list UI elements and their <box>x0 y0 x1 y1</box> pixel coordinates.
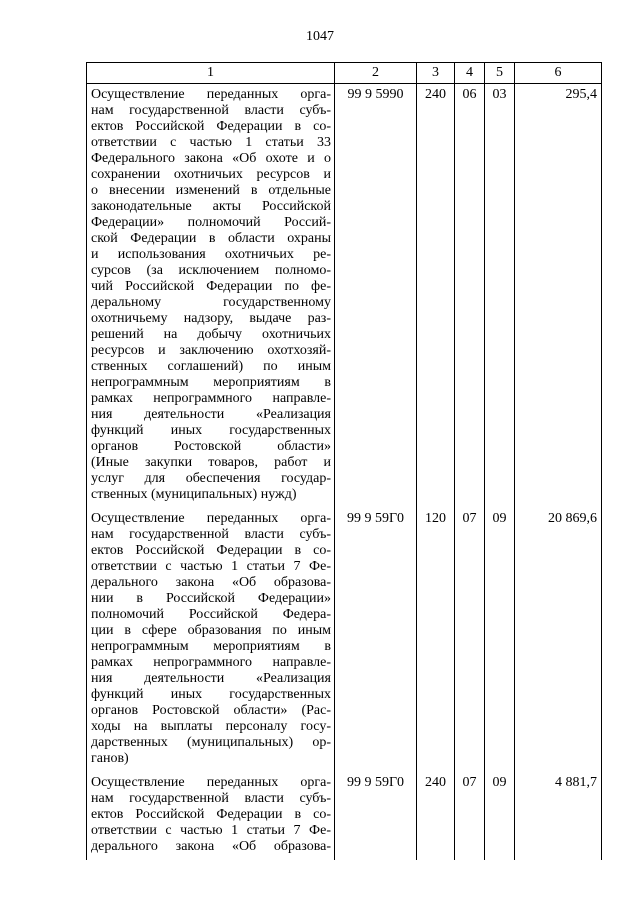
budget-table <box>86 62 602 860</box>
description-line: дерального закона «Об образова- <box>91 839 331 854</box>
description-line: деральному государственному <box>91 295 331 310</box>
description-line: ходы на выплаты персоналу госу- <box>91 719 331 734</box>
description-line: ектов Российской Федерации в со- <box>91 119 331 134</box>
column-header-6: 6 <box>515 63 602 84</box>
column-header-3: 3 <box>417 63 455 84</box>
description-line: нам государственной власти субъ- <box>91 791 331 806</box>
description-line: непрограммным мероприятиям в <box>91 375 331 390</box>
description-line: и использования охотничьих ре- <box>91 247 331 262</box>
row-col-3: 240 <box>417 772 455 860</box>
description-line: ектов Российской Федерации в со- <box>91 543 331 558</box>
row-col-3: 240 <box>417 84 455 509</box>
description-line: ции в сфере образования по иным <box>91 623 331 638</box>
row-amount: 4 881,7 <box>515 772 602 860</box>
column-header-2: 2 <box>335 63 417 84</box>
row-description <box>87 84 335 509</box>
description-line: услуг для обеспечения государ- <box>91 471 331 486</box>
description-line: ресурсов и заключению охотхозяй- <box>91 343 331 358</box>
description-line: функций иных государственных <box>91 687 331 702</box>
description-line: дерального закона «Об образова- <box>91 575 331 590</box>
description-line: Осуществление переданных орга- <box>91 775 331 790</box>
row-amount: 295,4 <box>515 84 602 509</box>
table-row <box>87 772 602 860</box>
table-row <box>87 508 602 772</box>
description-line: ния деятельности «Реализация <box>91 671 331 686</box>
description-line: сурсов (за исключением полномо- <box>91 263 331 278</box>
description-line: нии в Российской Федерации» <box>91 591 331 606</box>
description-line: Федерации» полномочий Россий- <box>91 215 331 230</box>
description-line: законодательные акты Российской <box>91 199 331 214</box>
row-code: 99 9 5990 <box>335 84 417 509</box>
description-line: о внесении изменений в отдельные <box>91 183 331 198</box>
description-line: сохранении охотничьих ресурсов и <box>91 167 331 182</box>
description-line: ганов) <box>91 751 129 766</box>
row-col-4: 07 <box>455 772 485 860</box>
description-line: Федерального закона «Об охоте и о <box>91 151 331 166</box>
table-header-row <box>87 63 602 84</box>
description-line: непрограммным мероприятиям в <box>91 639 331 654</box>
description-line: дарственных (муниципальных) ор- <box>91 735 331 750</box>
row-description <box>87 772 335 860</box>
description-line: ния деятельности «Реализация <box>91 407 331 422</box>
row-col-3: 120 <box>417 508 455 772</box>
description-line: ственных (муниципальных) нужд) <box>91 487 297 502</box>
description-line: ственных соглашений) по иным <box>91 359 331 374</box>
description-line: органов Ростовской области» (Рас- <box>91 703 331 718</box>
description-line: ектов Российской Федерации в со- <box>91 807 331 822</box>
description-line: Осуществление переданных орга- <box>91 511 331 526</box>
row-col-5: 03 <box>485 84 515 509</box>
description-line: полномочий Российской Федера- <box>91 607 331 622</box>
row-amount: 20 869,6 <box>515 508 602 772</box>
description-line: нам государственной власти субъ- <box>91 103 331 118</box>
row-col-4: 06 <box>455 84 485 509</box>
column-header-4: 4 <box>455 63 485 84</box>
page-number: 1047 <box>306 29 334 44</box>
description-line: решений на добычу охотничьих <box>91 327 331 342</box>
description-line: нам государственной власти субъ- <box>91 527 331 542</box>
column-header-5: 5 <box>485 63 515 84</box>
column-header-1: 1 <box>87 63 335 84</box>
row-code: 99 9 59Г0 <box>335 508 417 772</box>
description-line: (Иные закупки товаров, работ и <box>91 455 331 470</box>
table-row <box>87 84 602 509</box>
row-code: 99 9 59Г0 <box>335 772 417 860</box>
description-line: охотничьему надзору, выдаче раз- <box>91 311 331 326</box>
description-line: ответствии с частью 1 статьи 7 Фе- <box>91 823 331 838</box>
description-line: ответствии с частью 1 статьи 7 Фе- <box>91 559 331 574</box>
row-col-4: 07 <box>455 508 485 772</box>
row-description <box>87 508 335 772</box>
description-line: рамках непрограммного направле- <box>91 391 331 406</box>
description-line: ответствии с частью 1 статьи 33 <box>91 135 331 150</box>
row-col-5: 09 <box>485 772 515 860</box>
description-line: рамках непрограммного направле- <box>91 655 331 670</box>
description-line: органов Ростовской области» <box>91 439 331 454</box>
description-line: ской Федерации в области охраны <box>91 231 331 246</box>
description-line: чий Российской Федерации по фе- <box>91 279 331 294</box>
description-line: Осуществление переданных орга- <box>91 87 331 102</box>
description-line: функций иных государственных <box>91 423 331 438</box>
row-col-5: 09 <box>485 508 515 772</box>
